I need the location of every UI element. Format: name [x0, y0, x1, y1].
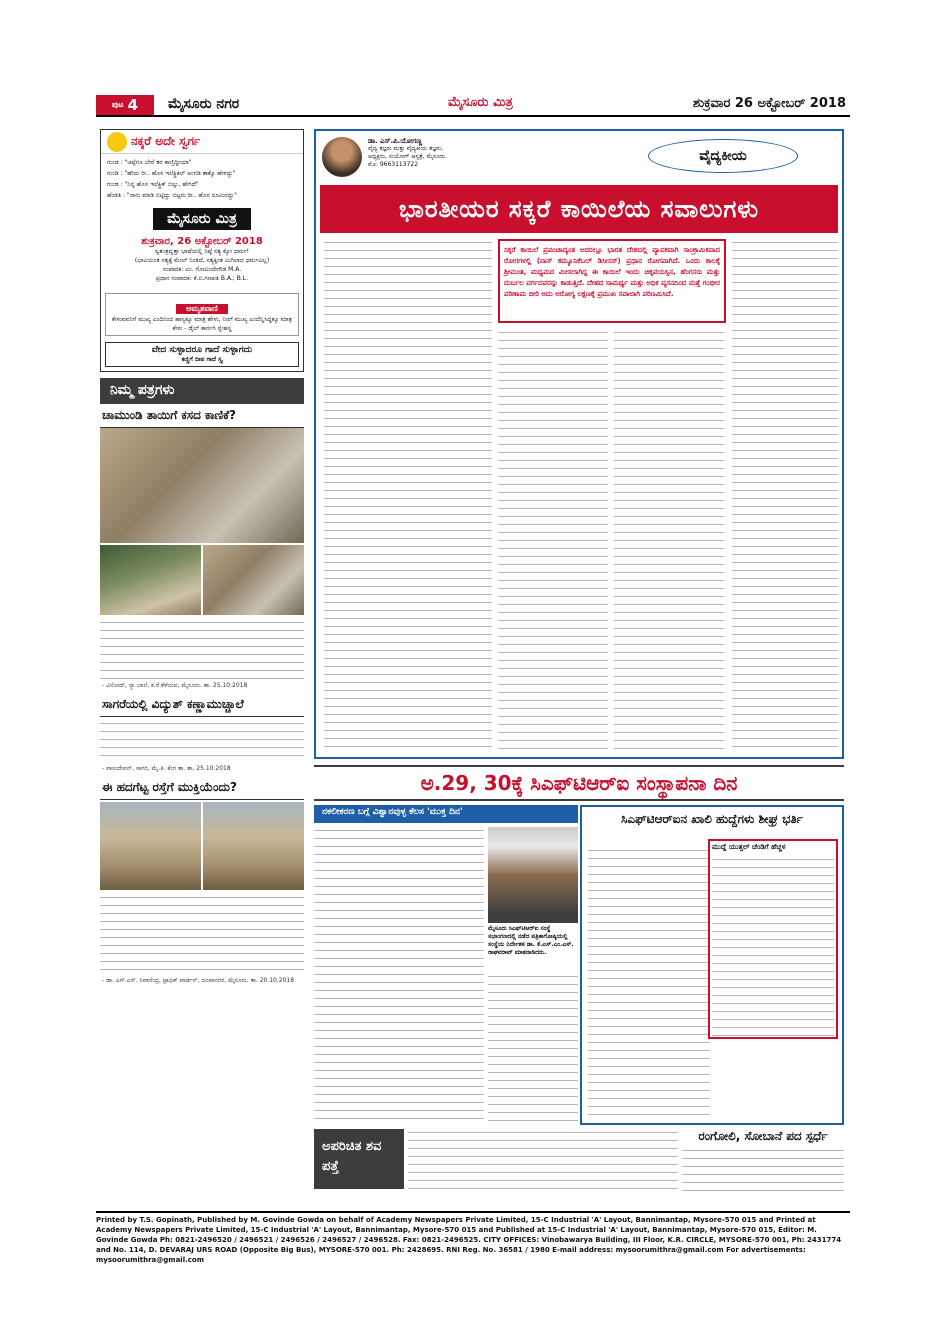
open-day-ribbon: ನಕಲೀಕರಣ ಬಗ್ಗೆ ವಿಶ್ವಾನವುಳ್ಳ ಕೆಲಸ 'ಮುಕ್ತ ದಿನ' [314, 805, 578, 823]
author-details [368, 137, 447, 169]
amritavani-title: ಅಮೃತವಾಣಿ [176, 304, 228, 314]
header-date: ಶುಕ್ರವಾರ 26 ಅಕ್ಟೋಬರ್ 2018 [692, 96, 846, 111]
cftri-banner: ಅ.29, 30ಕ್ಕೆ ಸಿಎಫ್‌ಟಿಆರ್‌ಐ ಸಂಸ್ಥಾಪನಾ ದಿನ [314, 765, 844, 801]
open-day-article-cont [488, 973, 578, 1123]
joke-line: ಗುಂಡ : "ಚಪ್ಪೆಗೂ ಬೇರೆ ತರ ಕಾಣ್ತಿದ್ದೀಯಾ" [107, 159, 192, 166]
amritavani-text: ಕೇಳುವವನಿಗೆ ಮುಖ್ಯ ಎಂದಿನಿಂದ ಹಾಸ್ಯಕ್ಕೂ ಮಾತ್ರ ಹೇಳು, ನಿನಗೆ ಮುಖ್ಯ ಎಂದೆನ್ನಿಸಿದ್ದಕ್ಕೂ ಮಾತ್ರ ಕೇಳು - ಡೈಲ್ ಕಾರ್ನಗಿ ಸ್ನೇಹಸ್ಥ [111, 316, 293, 332]
letter-2-title: ಸಾಗರೆಯಲ್ಲಿ ವಿದ್ಯುತ್ ಕಣ್ಣಾಮುಚ್ಚಾಲೆ [100, 693, 304, 717]
letter-3-photo-2 [203, 802, 304, 890]
unidentified-body-article [408, 1129, 678, 1193]
article-column-2 [498, 329, 608, 753]
article-column-3 [614, 329, 724, 753]
letter-1-title: ಚಾಮುಂಡಿ ತಾಯಿಗೆ ಕಸದ ಕಾಣಿಕೆ? [100, 404, 304, 428]
letter-2-body [100, 720, 304, 762]
page-header [96, 93, 850, 117]
proverb-title: ವೇದ ಸುಳ್ಳಾದರೂ ಗಾದೆ ಸುಳ್ಳಾಗದು [151, 345, 253, 355]
joke-title [101, 130, 303, 154]
letters-section-title: ನಿಮ್ಮ ಪತ್ರಗಳು [100, 378, 304, 404]
recruitment-body [588, 847, 710, 1117]
newspaper-page [96, 93, 850, 1264]
author-name: ಡಾ. ಎಸ್.ಪಿ.ಯೋಗಣ್ಣ [368, 137, 423, 145]
masthead-date: ಶುಕ್ರವಾರ, 26 ಅಕ್ಟೋಬರ್ 2018 [141, 236, 263, 247]
author-line: ವೈದ್ಯ ತಜ್ಞರು ಮತ್ತು ವೈದ್ಯಕೀಯ ತಜ್ಞರು, [368, 145, 444, 152]
letter-1-signature: - ವಿನೋದ್, ನ್ಯಾ.ಬಾಲೆ, ಕ.ರೆ.ಕೆಳೆಯವ, ಮೈಸೂರು. ತಾ. 25.10.2018 [102, 682, 248, 689]
recruitment-sidebox [708, 839, 838, 1039]
section-title: ಮೈಸೂರು ನಗರ [168, 96, 240, 112]
laughing-face-icon [107, 132, 127, 152]
press-meet-caption: ಮೈಸೂರು ಸಿಎಫ್‌ಟಿಆರ್‌ಐ ಸಂಸ್ಥೆ ಸಭಾಂಗಣದಲ್ಲಿ ನಡೆದ ಪತ್ರಿಕಾಗೋಷ್ಠಿಯಲ್ಲಿ ಸಂಸ್ಥೆಯ ನಿರ್ದೇಶಕ ಡಾ. ಕೆ.ಎಸ್.ಎಂ.ಎಸ್. ರಾಘವರಾವ್ ಮಾತನಾಡಿದರು. [488, 925, 574, 956]
masthead-logo: ಮೈಸೂರು ಮಿತ್ರ [153, 208, 251, 230]
rangoli-article [682, 1147, 844, 1193]
author-line: ಅಧ್ಯಕ್ಷರು, ಸುಯೋಗ್ ಆಸ್ಪತ್ರೆ, ಮೈಸೂರು. [368, 153, 448, 160]
joke-line: ಹೆಂಡತಿ : "ನಾನು ಮಾಡಿ ಬಿಟ್ಟಿದ್ದು ಬಿಟ್ಟರು ರೀ.. ಹೊಸ ರೂಮಿನದ್ದು" [107, 192, 237, 199]
unidentified-body-title: ಅಪರಿಚಿತ ಶವ ಪತ್ತೆ [314, 1129, 404, 1189]
joke-title-text: ನಕ್ಕರೆ ಅದೇ ಸ್ವರ್ಗ [131, 134, 201, 148]
left-column [100, 129, 304, 988]
proverb-box [105, 342, 299, 367]
letter-3-photo [100, 802, 201, 890]
letter-1-body [100, 619, 304, 679]
joke-text [101, 154, 303, 204]
letter-1-photo [100, 428, 304, 543]
article-headline: ಭಾರತೀಯರ ಸಕ್ಕರೆ ಕಾಯಿಲೆಯ ಸವಾಲುಗಳು [320, 185, 838, 233]
joke-line: ಗುಂಡಿ : "ಹೌದು ರೀ.. ಹೊಸ ಇಲೆಕ್ಟ್ರಿಕಲ್ ಅಂಗಡಿ ತಾಕ್ಕೊ ಹೇಳದ್ದು" [107, 170, 236, 177]
letter-1-photo-3 [203, 545, 304, 615]
imprint-footer: Printed by T.S. Gopinath, Published by M. Govinde Gowda on behalf of Academy Newspapers Private Limited, 15-C Industrial 'A' Layout, Bannimantap, Mysore-570 015 and Printed at Academy Newspapers Private Limited, 15-C Industrial 'A' Layout, Bannimantap, Mysore-570 015 and Published at 15-C Industrial 'A' Layout, Bannimantap, Mysore-570 015, Editor: M. Govinde Gowda Ph: 0821-2496520 / 2496521 / 2496526 / 2496527 / 2496528. Fax: 0821-2496525. CITY OFFICES: Vinobawarya Building, III Floor, K.R. CIRCLE, MYSORE-570 001, Ph: 2431774 and No. 114, D. DEVARAJ URS ROAD (Opposite Big Bus), MYSORE-570 001. Ph: 2428695. RNI Reg. No. 36581 / 1980 E-mail address: mysoorumithra@gmail.com For advertisements: mysoorumithra@gmail.com [96, 1211, 850, 1253]
author-photo [322, 137, 362, 177]
masthead [101, 204, 303, 287]
rangoli-title: ರಂಗೋಲಿ, ಸೋಬಾನೆ ಪದ ಸ್ಪರ್ಧೆ [698, 1129, 828, 1143]
recruitment-headline: ಸಿಎಫ್‌ಟಿಆರ್‌ಐನ ಖಾಲಿ ಹುದ್ದೆಗಳು ಶೀಘ್ರ ಭರ್ತಿ [620, 812, 804, 826]
letter-3-title: ಈ ಹದಗೆಟ್ಟ ರಸ್ತೆಗೆ ಮುಕ್ತಿಯೆಂದು? [100, 776, 304, 800]
header-logo: ಮೈಸೂರು ಮಿತ್ರ [448, 95, 513, 110]
category-badge: ವೈದ್ಯಕೀಯ [648, 139, 798, 173]
article-column-4 [732, 239, 838, 753]
page-number-badge [96, 95, 154, 115]
open-day-article [314, 827, 484, 1123]
article-highlight: ಸಕ್ಕರೆ ಕಾಯಿಲೆ ಪ್ರಪಂಚಾದ್ಯಂತ ಅದರಲ್ಲೂ ಭಾರತ ದೇಶದಲ್ಲಿ ವ್ಯಾಪಕವಾಗಿ ಸಾಂಕ್ರಾಮಿಕವಾದ ರೋಗಗಳಲ್ಲಿ (ನಾನ್ ಕಮ್ಯೂನಿಕೆಬಲ್ ಡಿಸೀಸಸ್) ಪ್ರಧಾನ ರೋಗವಾಗಿದೆ. ಒಂದು ಕಾಲಕ್ಕೆ ಶ್ರೀಮಂತ, ಮಧ್ಯಮದ ಮೀಸಲಾಗಿದ್ದ ಈ ಕಾಯಿಲೆ ಇಂದು ಚಿಕ್ಕವಯಸ್ಸಿನ, ಹೆಂಗಸರು ಮತ್ತು ದುರ್ಬಲ ವರ್ಗದವರನ್ನು ಕಾಡುತ್ತಿದೆ. ದೇಹದ ಸಾಮರ್ಥ್ಯ ಮತ್ತು ಅಧಿಕ ವ್ಯಸನದಿಂದ ಮತ್ತೆ ಗಂಭೀರ ಪರಿಣಾಮ ಬೀರಿ ಅದು ಆರೋಗ್ಯ ಲಕ್ಷಣಕ್ಕೆ ಪ್ರಮುಖ ಸವಾಲಾಗಿ ಪರಿಣಮಿಸಿದೆ. [498, 239, 726, 323]
letter-1-photo-2 [100, 545, 201, 615]
article-column-1 [324, 239, 492, 753]
feature-article [314, 129, 844, 759]
masthead-line: (ಭಾವಿಯಂತ ಸತ್ಯಕ್ಕೆ ಮೇಲ್ ನಿಂತಿದೆ, ಸತ್ಯಕ್ಕಿಂತ ಮಿಗಿಲಾದ ಧರ್ಮವಿಲ್ಲ) [134, 257, 270, 264]
recruitment-sidebox-body [712, 856, 834, 1036]
letter-2-signature: - ವಾಸುದೇವನ್, ಸಾಗರ, ಮೈ.ತಿ. ಕೆಂಗ ತಾ. ತಾ. 25.10.2018 [102, 765, 231, 772]
page-number: 4 [127, 96, 139, 114]
letter-3-signature: - ಡಾ. ಎಸ್.ಎಸ್. ನಿವಾಸೆಂದ್ರ, ಟ್ರಾಫಿಕ್ ವಾರ್ಡನ್, ರೂಪಾನಗರ, ಮೈಸೂರು. ತಾ. 20.10.2018 [102, 977, 295, 984]
letter-3-body [100, 894, 304, 974]
author-line: ಮೊ: 9663113722 [368, 161, 419, 168]
author-box [322, 135, 542, 179]
proverb-line: ಕಣ್ಣಿಗೆ ದೀಪ ಗಾದೆ ಸ್ತ್ಯ [181, 356, 223, 363]
recruitment-sidebox-title: ಮುದ್ದೆ ಯುತ್ತಲ್ ಚೆಂಡಿಗೆ ಹೆಚ್ಚಳ [712, 843, 834, 852]
masthead-line: ಸಂಪಾದಕ: ಎಂ. ಗೋವಿಂದೇಗೌಡ M.A. [162, 266, 242, 273]
press-meet-photo [488, 827, 578, 923]
amritavani-box [105, 293, 299, 336]
masthead-line: ಸ್ವತಂತ್ರವೃತ್ತಾ ಭಾಷೆಯಲ್ಲಿ ನಿಷ್ಠೆ ಸತ್ಯ ಕ್ಕೋ ಧರ್ಮ! [154, 248, 250, 255]
page-label: ಪುಟ [111, 100, 124, 109]
joke-box [100, 129, 304, 372]
masthead-line: ಪ್ರಧಾನ ಸಂಪಾದಕ: ಕೆ.ಬಿ.ಗಣಪತಿ B.A.; B.L. [155, 275, 248, 282]
joke-line: ಗುಂಡ : "ನಿನ್ನ ಹೊಸ ಇಲೆಕ್ಟ್ರಿಕ್ ಬಿಲ್ಲು, ಹೇಗಿದೆ" [107, 181, 199, 188]
